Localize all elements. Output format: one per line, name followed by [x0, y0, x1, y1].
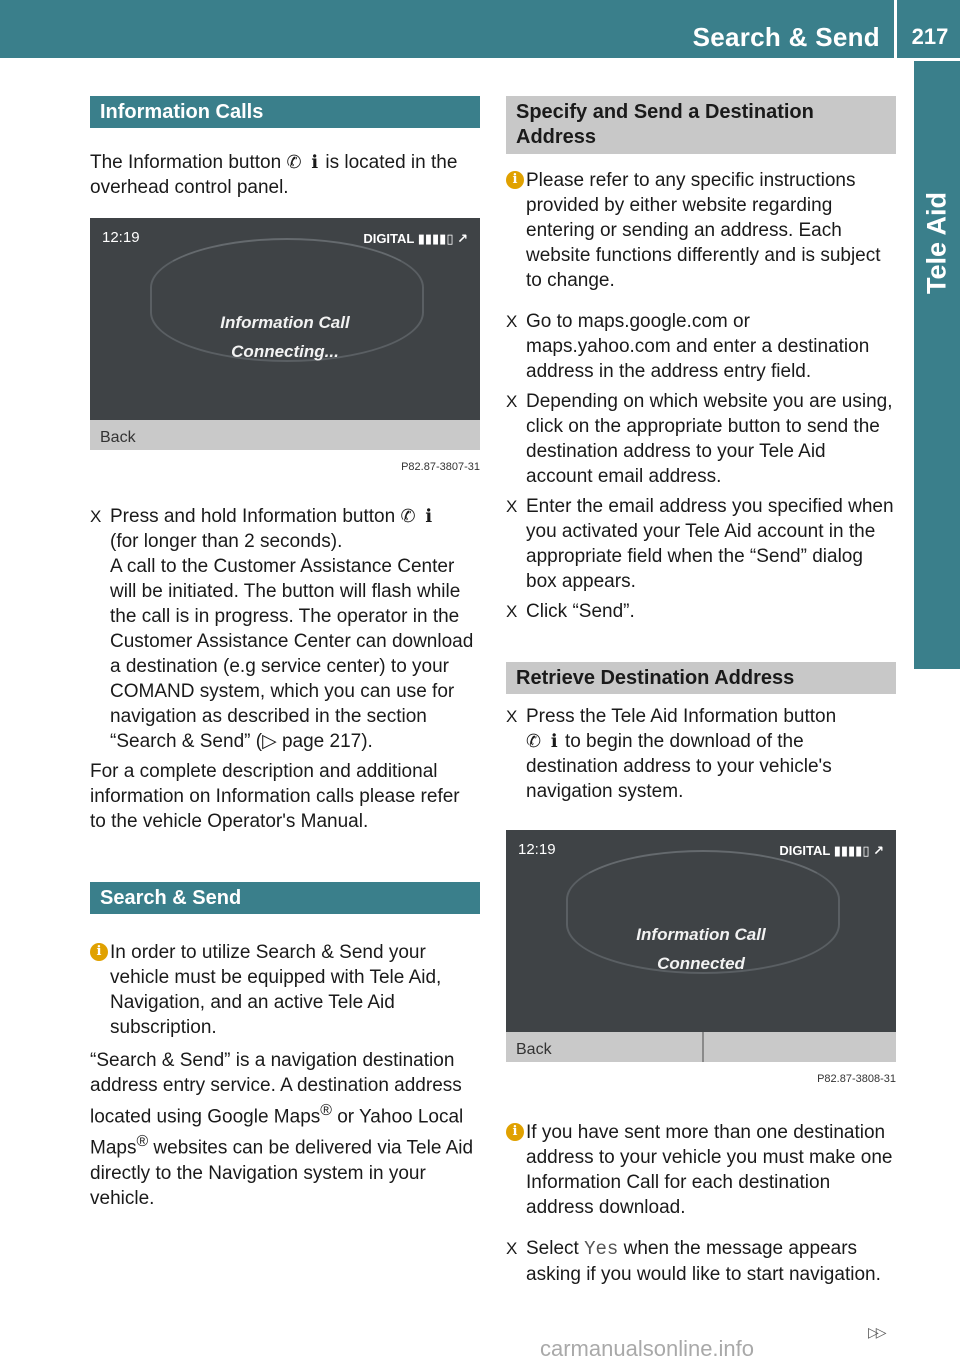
information-button-icon: ✆ ℹ: [526, 731, 560, 752]
paragraph-search-send: “Search & Send” is a navigation destination address entry service. A destination address located using Google Maps® or Yahoo Local Maps® websites can be delivered via Tele Aid directly to the Navigation system in your vehicle.: [90, 1050, 474, 1209]
page-number: 217: [911, 24, 949, 49]
screen-image-connecting: [90, 218, 480, 450]
yes-option-text: Yes: [584, 1238, 619, 1260]
screen-back-label: Back: [100, 429, 136, 446]
information-button-icon: ✆ ℹ: [286, 152, 321, 173]
info-note: i In order to utilize Search & Send your vehicle must be equipped with Tele Aid, Navigation, and an active Tele Aid subscription.: [90, 940, 480, 1040]
screen-message-title: Information Call: [636, 925, 766, 944]
figure-connecting: [90, 218, 480, 474]
heading-specify-send: Specify and Send a Destination Address: [506, 96, 896, 154]
instruction-step: X Go to maps.google.com or maps.yahoo.com and enter a destination address in the address entry field.: [506, 311, 870, 382]
left-column: [90, 96, 480, 1211]
image-reference: P82.87-3807-31: [401, 461, 480, 473]
instruction-step: X Press the Tele Aid Information button ✆ ℹ to begin the download of the destination address to your vehicle's navigation system.: [506, 706, 837, 802]
instruction-step: X Click “Send”.: [506, 601, 635, 622]
screen-time: 12:19: [102, 229, 140, 246]
intro-paragraph: The Information button ✆ ℹ is located in the overhead control panel.: [90, 152, 458, 198]
signal-status: DIGITAL ▮▮▮▮▯ ↗: [363, 231, 468, 246]
side-tab-label: Tele Aid: [921, 192, 952, 295]
heading-information-calls: Information Calls: [90, 96, 480, 128]
header-divider: [894, 0, 897, 58]
screen-back-bar: [506, 1032, 896, 1062]
step-marker: X: [90, 507, 102, 526]
watermark: carmanualsonline.info: [540, 1336, 755, 1361]
back-bar-divider: [702, 1032, 704, 1062]
step-marker: X: [506, 497, 518, 516]
screen-back-label: Back: [516, 1041, 552, 1058]
right-column: [506, 96, 896, 1287]
screen-message-title: Information Call: [220, 313, 350, 332]
heading-search-send: Search & Send: [90, 882, 480, 914]
screen-message-status: Connected: [657, 954, 745, 973]
screen-image-connected: [506, 830, 896, 1062]
info-note: i Please refer to any specific instructions provided by either website regarding entering or sending an address. Each website functions differently and is subject to change.: [506, 168, 896, 293]
screen-back-bar: [90, 420, 480, 450]
step-marker: X: [506, 707, 518, 726]
information-button-icon: ✆ ℹ: [400, 506, 435, 527]
info-icon: i: [506, 1123, 524, 1141]
info-note: i If you have sent more than one destination address to your vehicle you must make one Information Call for each destination address download.: [506, 1120, 896, 1220]
signal-status: DIGITAL ▮▮▮▮▯ ↗: [779, 843, 884, 858]
screen-message-status: Connecting...: [231, 342, 339, 361]
side-tab: [914, 58, 960, 669]
step-marker: X: [506, 312, 518, 331]
step-marker: X: [506, 602, 518, 621]
info-icon: i: [506, 171, 524, 189]
instruction-step: X Select Yes when the message appears asking if you would like to start navigation.: [506, 1238, 881, 1285]
continue-arrow-icon: ▷▷: [868, 1324, 884, 1340]
page-header: [0, 0, 960, 58]
instruction-step: X Depending on which website you are using, click on the appropriate button to send the destination address to your Tele Aid account email address.: [506, 391, 893, 487]
image-reference: P82.87-3808-31: [817, 1073, 896, 1085]
info-icon: i: [90, 943, 108, 961]
heading-retrieve-destination: Retrieve Destination Address: [506, 662, 896, 694]
instruction-step: X Enter the email address you specified when you activated your Tele Aid account in the appropriate field when the “Send” dialog box appears.: [506, 496, 894, 592]
step-marker: X: [506, 1239, 518, 1258]
instruction-step: X Press and hold Information button ✆ ℹ (for longer than 2 seconds). A call to the Customer Assistance Center will be initiated. The button will flash while the call is in progress. The operator in the Customer Assistance Center can download a destination (e.g service center) to your COMAND system, which you can use for navigation as described in the section “Search & Send” (▷ page 217).: [90, 506, 474, 752]
figure-connected: [506, 830, 896, 1086]
header-title: Search & Send: [692, 22, 880, 52]
screen-time: 12:19: [518, 841, 556, 858]
step-marker: X: [506, 392, 518, 411]
paragraph-complete-description: For a complete description and additional information on Information calls please refer to the vehicle Operator's Manual.: [90, 761, 460, 832]
